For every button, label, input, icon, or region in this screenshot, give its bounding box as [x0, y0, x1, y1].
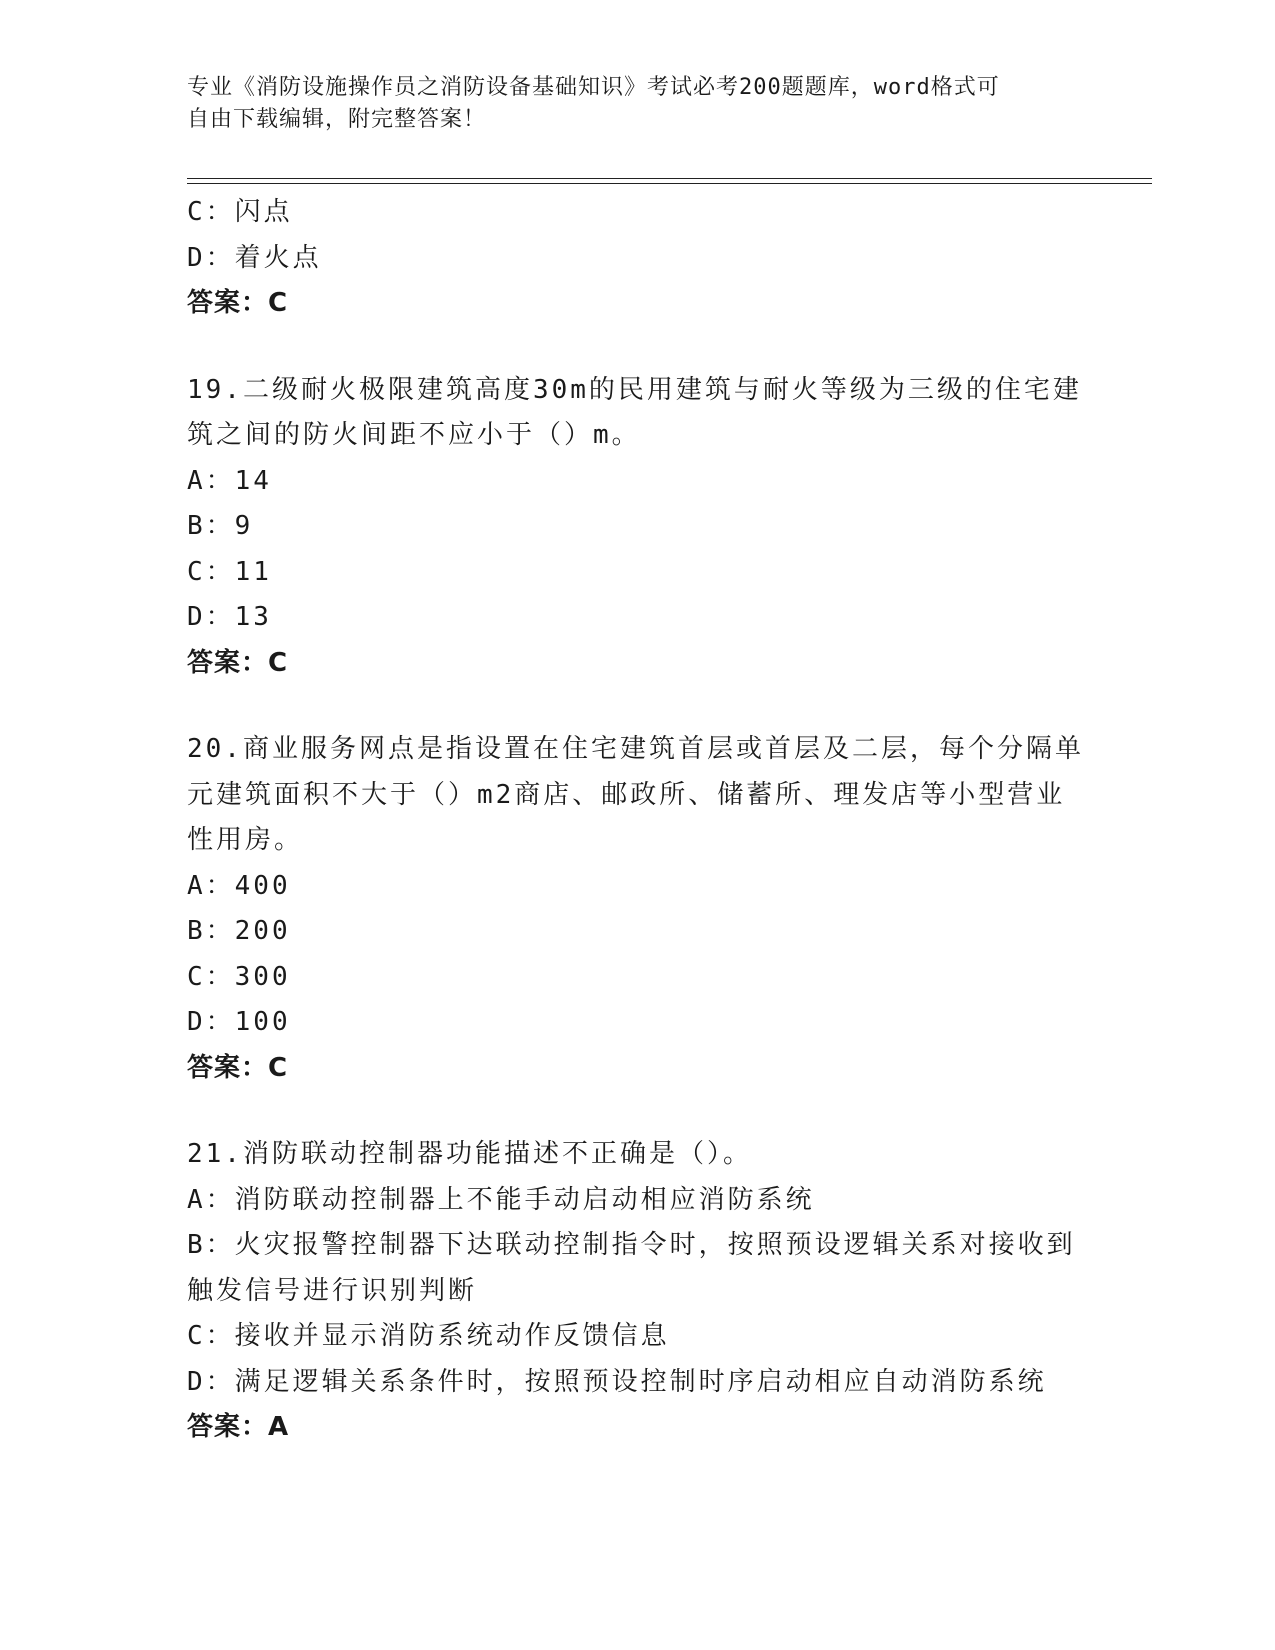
option: C：闪点 [187, 197, 293, 227]
answer-line: 答案：A [187, 1412, 290, 1442]
document-header [187, 72, 1087, 136]
header-divider-bottom [187, 183, 1152, 184]
option: B：200 [187, 916, 291, 946]
option: A：消防联动控制器上不能手动启动相应消防系统 [187, 1184, 815, 1215]
answer-line: 答案：C [187, 1052, 289, 1083]
option: C：300 [187, 961, 291, 992]
question-stem: 筑之间的防火间距不应小于（）m。 [187, 420, 641, 450]
option: C：11 [187, 556, 272, 587]
question-stem: 19.二级耐火极限建筑高度30m的民用建筑与耐火等级为三级的住宅建 [187, 374, 1082, 405]
question-block [187, 190, 1087, 327]
option: A：14 [187, 465, 272, 496]
option: D：100 [187, 1007, 291, 1037]
option: C：接收并显示消防系统动作反馈信息 [187, 1321, 670, 1351]
answer-line: 答案：C [187, 288, 289, 318]
header-line-2: 自由下载编辑，附完整答案！ [187, 107, 487, 132]
option: D：着火点 [187, 242, 322, 273]
option-continuation: 触发信号进行识别判断 [187, 1275, 478, 1306]
option: D：13 [187, 602, 272, 632]
header-divider-top [187, 178, 1152, 179]
question-stem: 20.商业服务网点是指设置在住宅建筑首层或首层及二层，每个分隔单 [187, 734, 1084, 764]
question-block [187, 1132, 1087, 1451]
option: B：9 [187, 511, 254, 541]
question-block [187, 368, 1087, 687]
option: A：400 [187, 870, 291, 901]
question-block [187, 727, 1087, 1091]
question-list [187, 190, 1087, 1451]
header-line-1: 专业《消防设施操作员之消防设备基础知识》考试必考200题题库，word格式可 [187, 75, 1000, 100]
option: D：满足逻辑关系条件时，按照预设控制时序启动相应自动消防系统 [187, 1366, 1047, 1397]
question-stem: 21.消防联动控制器功能描述不正确是（）。 [187, 1139, 752, 1169]
option: B：火灾报警控制器下达联动控制指令时，按照预设逻辑关系对接收到 [187, 1230, 1076, 1260]
question-stem: 性用房。 [187, 825, 304, 855]
question-stem: 元建筑面积不大于（）m2商店、邮政所、储蓄所、理发店等小型营业 [187, 779, 1066, 810]
answer-line: 答案：C [187, 647, 289, 678]
